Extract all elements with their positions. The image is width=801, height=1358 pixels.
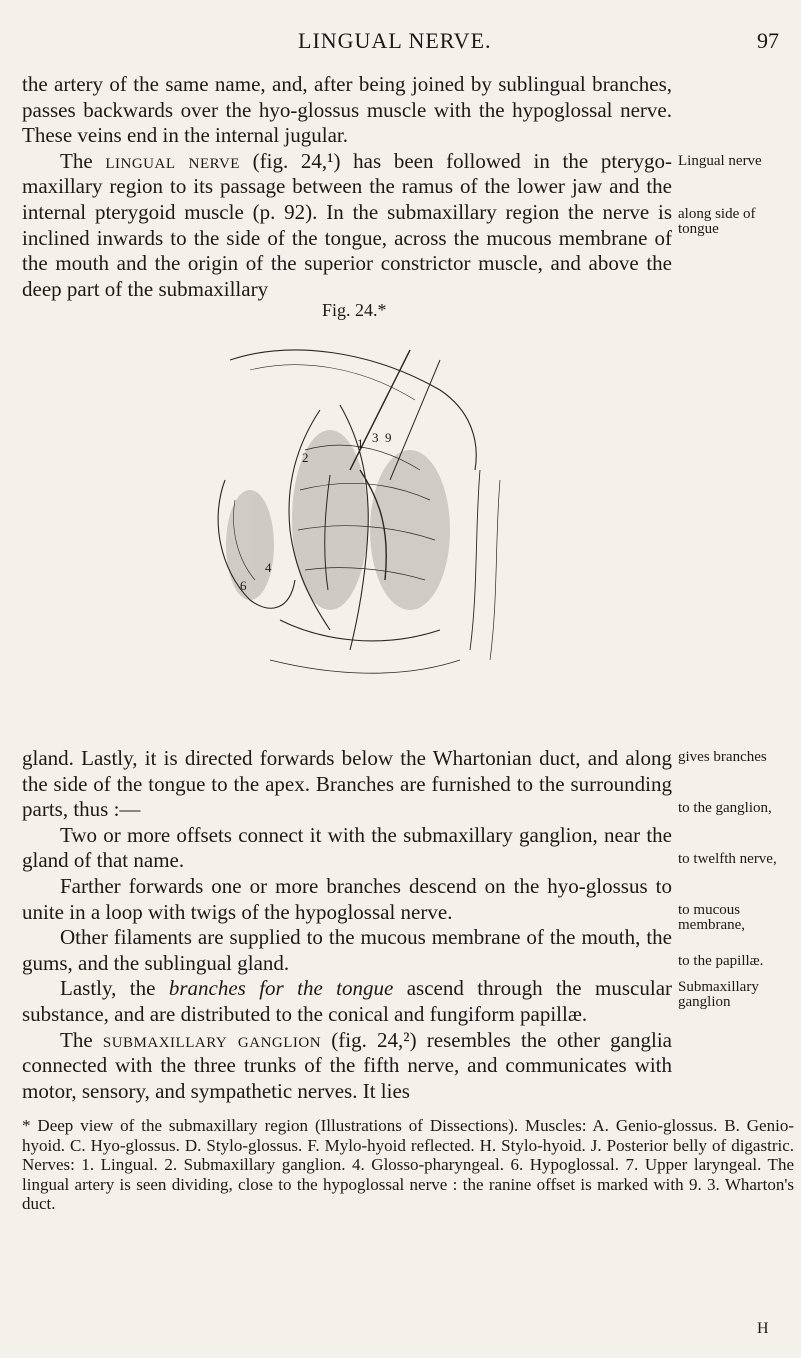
body-text-top — [22, 72, 672, 302]
paragraph: Farther forwards one or more branches descend on the hyo-glossus to unite in a loop with twigs of the hypoglossal nerve. — [22, 873, 672, 924]
figure-label: 1 — [357, 436, 364, 451]
paragraph: the artery of the same name, and, after being joined by sublingual branches, passes backwards over the hyo-glossus muscle with the hypoglossal nerve. These veins end in the internal jugular. — [22, 72, 672, 148]
footnote — [22, 1116, 794, 1214]
paragraph-tongue-branches: Lastly, the branches for the tongue ascend through the muscular substance, and are distributed to the conical and fungiform papillæ. — [22, 976, 673, 1026]
figure-caption: Fig. 24.* — [322, 300, 387, 320]
figure-label: 3 — [372, 430, 379, 445]
anatomy-illustration — [210, 330, 550, 690]
term-lingual-nerve: lingual nerve — [105, 148, 240, 173]
margin-note: to the ganglion, — [678, 800, 772, 816]
paragraph-lingual-nerve: The lingual nerve (fig. 24,¹) has been followed in the pterygo-maxillary region to its passage between the ramus of the lower jaw and the internal pterygoid muscle (p. 92). In the submaxillary region the nerve is inclined inwards to the side of the tongue, across the mucous membrane of the mouth and the origin of the superior constrictor muscle, and above the deep part of the submaxillary — [22, 148, 672, 301]
figure-label: 6 — [240, 578, 247, 593]
margin-note: along side of tongue — [678, 206, 756, 237]
figure-label: 4 — [265, 560, 272, 575]
page-number: 97 — [757, 28, 779, 53]
running-head: LINGUAL NERVE. — [298, 28, 492, 53]
term-branches-tongue: branches for the tongue — [168, 976, 394, 1001]
paragraph: Other filaments are supplied to the mucous membrane of the mouth, the gums, and the sublingual gland. — [22, 925, 672, 975]
margin-note: Submaxillary ganglion — [678, 979, 759, 1010]
paragraph: Two or more offsets connect it with the submaxillary ganglion, near the gland of that name. — [22, 822, 672, 873]
figure-label: 9 — [385, 430, 392, 445]
paragraph: gland. Lastly, it is directed forwards below the Whartonian duct, and along the side of the tongue to the apex. Branches are furnished to the surrounding parts, thus :— — [22, 746, 672, 822]
footnote-text: * Deep view of the submaxillary region (Illustrations of Dissections). Muscles: A. Genio-glossus. B. Genio-hyoid. C. Hyo-glossus. D. Stylo-glossus. F. Mylo-hyoid reflected. H. Stylo-hyoid. J. Posterior belly of digastric. Nerves: 1. Lingual. 2. Submaxillary ganglion. 4. Glosso-pharyngeal. 6. Hypoglossal. 7. Upper laryngeal. The lingual artery is seen dividing, close to the hypoglossal nerve : the ranine offset is marked with 9. 3. Wharton's duct. — [22, 1116, 794, 1213]
paragraph-submaxillary-ganglion: The submaxillary ganglion (fig. 24,²) resembles the other ganglia connected with the three trunks of the fifth nerve, and communicates with motor, sensory, and sympathetic nerves. It lies — [22, 1027, 672, 1103]
margin-note: to twelfth nerve, — [678, 851, 777, 867]
margin-note: to mucous membrane, — [678, 902, 746, 933]
figure-label: 2 — [302, 450, 309, 465]
page-header — [0, 28, 801, 58]
margin-note: gives branches — [678, 749, 767, 765]
signature-mark: H — [757, 1320, 769, 1337]
body-text-bottom — [22, 746, 672, 1104]
term-submaxillary-ganglion: submaxillary ganglion — [102, 1027, 322, 1052]
margin-note: Lingual nerve — [678, 153, 762, 169]
margin-note: to the papillæ. — [678, 953, 764, 969]
